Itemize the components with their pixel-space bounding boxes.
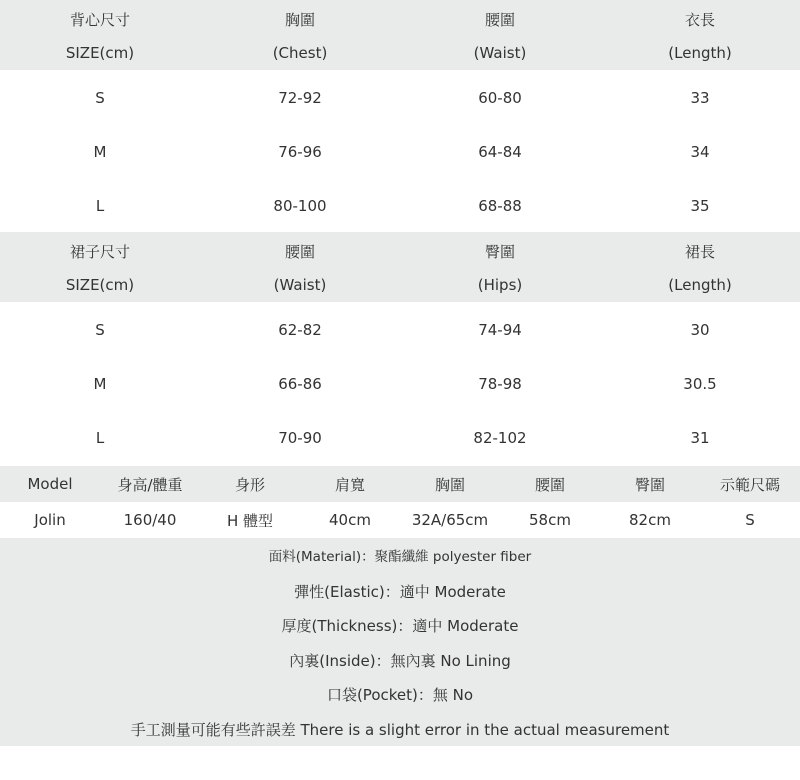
model-waist-cell: 58cm (529, 511, 571, 529)
vest-header-waist: 腰圍 (484, 10, 515, 29)
table-row (0, 303, 800, 357)
model-header-hips: 臀圍 (634, 475, 665, 494)
vest-header-length-en: (Length) (668, 44, 732, 62)
skirt-hips-cell: 74-94 (478, 321, 522, 339)
skirt-header-hips: 臀圍 (484, 242, 515, 261)
note-measurement-error: 手工測量可能有些許誤差 There is a slight error in the actual measurement (130, 720, 670, 739)
note-inside: 內裏(Inside)：無內裏 No Lining (289, 651, 511, 670)
table-row (0, 411, 800, 465)
skirt-hips-cell: 82-102 (473, 429, 527, 447)
vest-length-cell: 33 (690, 89, 710, 107)
skirt-waist-cell: 70-90 (278, 429, 322, 447)
note-thickness: 厚度(Thickness)：適中 Moderate (281, 617, 519, 636)
vest-chest-cell: 80-100 (273, 197, 327, 215)
model-header-body-shape: 身形 (234, 475, 265, 494)
vest-header-size: 背心尺寸 (69, 10, 130, 29)
vest-table-header (0, 0, 800, 70)
vest-header-size-en: SIZE(cm) (65, 44, 135, 62)
skirt-header-waist-en: (Waist) (273, 276, 327, 294)
skirt-table-header (0, 232, 800, 302)
model-hips-cell: 82cm (629, 511, 671, 529)
fabric-notes (0, 538, 800, 746)
model-header-name: Model (27, 475, 73, 493)
skirt-header-length-en: (Length) (668, 276, 732, 294)
skirt-table-body (0, 302, 800, 466)
skirt-length-cell: 30 (690, 321, 710, 339)
model-body-shape-cell: H 體型 (226, 511, 274, 530)
vest-header-chest-en: (Chest) (272, 44, 328, 62)
skirt-size-cell: M (93, 375, 107, 393)
skirt-waist-cell: 62-82 (278, 321, 322, 339)
model-chest-cell: 32A/65cm (411, 511, 489, 529)
vest-chest-cell: 72-92 (278, 89, 322, 107)
model-size-worn-cell: S (745, 511, 755, 529)
note-pocket: 口袋(Pocket)：無 No (326, 686, 474, 705)
model-header-waist: 腰圍 (534, 475, 565, 494)
vest-length-cell: 35 (690, 197, 710, 215)
vest-header-length: 衣長 (684, 10, 715, 29)
model-header-chest: 胸圍 (434, 475, 465, 494)
vest-waist-cell: 68-88 (478, 197, 522, 215)
vest-size-cell: M (93, 143, 107, 161)
model-header-height-weight: 身高/體重 (117, 475, 183, 494)
vest-length-cell: 34 (690, 143, 710, 161)
skirt-header-length: 裙長 (684, 242, 715, 261)
table-row (0, 125, 800, 179)
note-material: 面料(Material)：聚酯纖維 polyester fiber (268, 549, 532, 565)
model-table-header (0, 466, 800, 502)
skirt-hips-cell: 78-98 (478, 375, 522, 393)
model-table-row (0, 502, 800, 538)
skirt-size-cell: L (95, 429, 105, 447)
skirt-header-size-en: SIZE(cm) (65, 276, 135, 294)
vest-table-body (0, 70, 800, 232)
skirt-length-cell: 31 (690, 429, 710, 447)
skirt-header-size: 裙子尺寸 (69, 242, 130, 261)
vest-chest-cell: 76-96 (278, 143, 322, 161)
model-name-cell: Jolin (34, 511, 66, 529)
skirt-header-waist: 腰圍 (284, 242, 315, 261)
skirt-length-cell: 30.5 (683, 375, 717, 393)
table-row (0, 179, 800, 233)
table-row (0, 357, 800, 411)
skirt-waist-cell: 66-86 (278, 375, 322, 393)
table-row (0, 71, 800, 125)
model-shoulder-cell: 40cm (329, 511, 371, 529)
vest-size-cell: L (95, 197, 105, 215)
vest-waist-cell: 64-84 (478, 143, 522, 161)
model-header-size-worn: 示範尺碼 (719, 475, 780, 494)
model-header-shoulder: 肩寬 (334, 475, 365, 494)
vest-header-chest: 胸圍 (284, 10, 315, 29)
note-elastic: 彈性(Elastic)：適中 Moderate (294, 582, 506, 601)
vest-waist-cell: 60-80 (478, 89, 522, 107)
vest-size-cell: S (95, 89, 105, 107)
skirt-header-hips-en: (Hips) (477, 276, 523, 294)
vest-header-waist-en: (Waist) (473, 44, 527, 62)
skirt-size-cell: S (95, 321, 105, 339)
model-height-weight-cell: 160/40 (123, 511, 177, 529)
